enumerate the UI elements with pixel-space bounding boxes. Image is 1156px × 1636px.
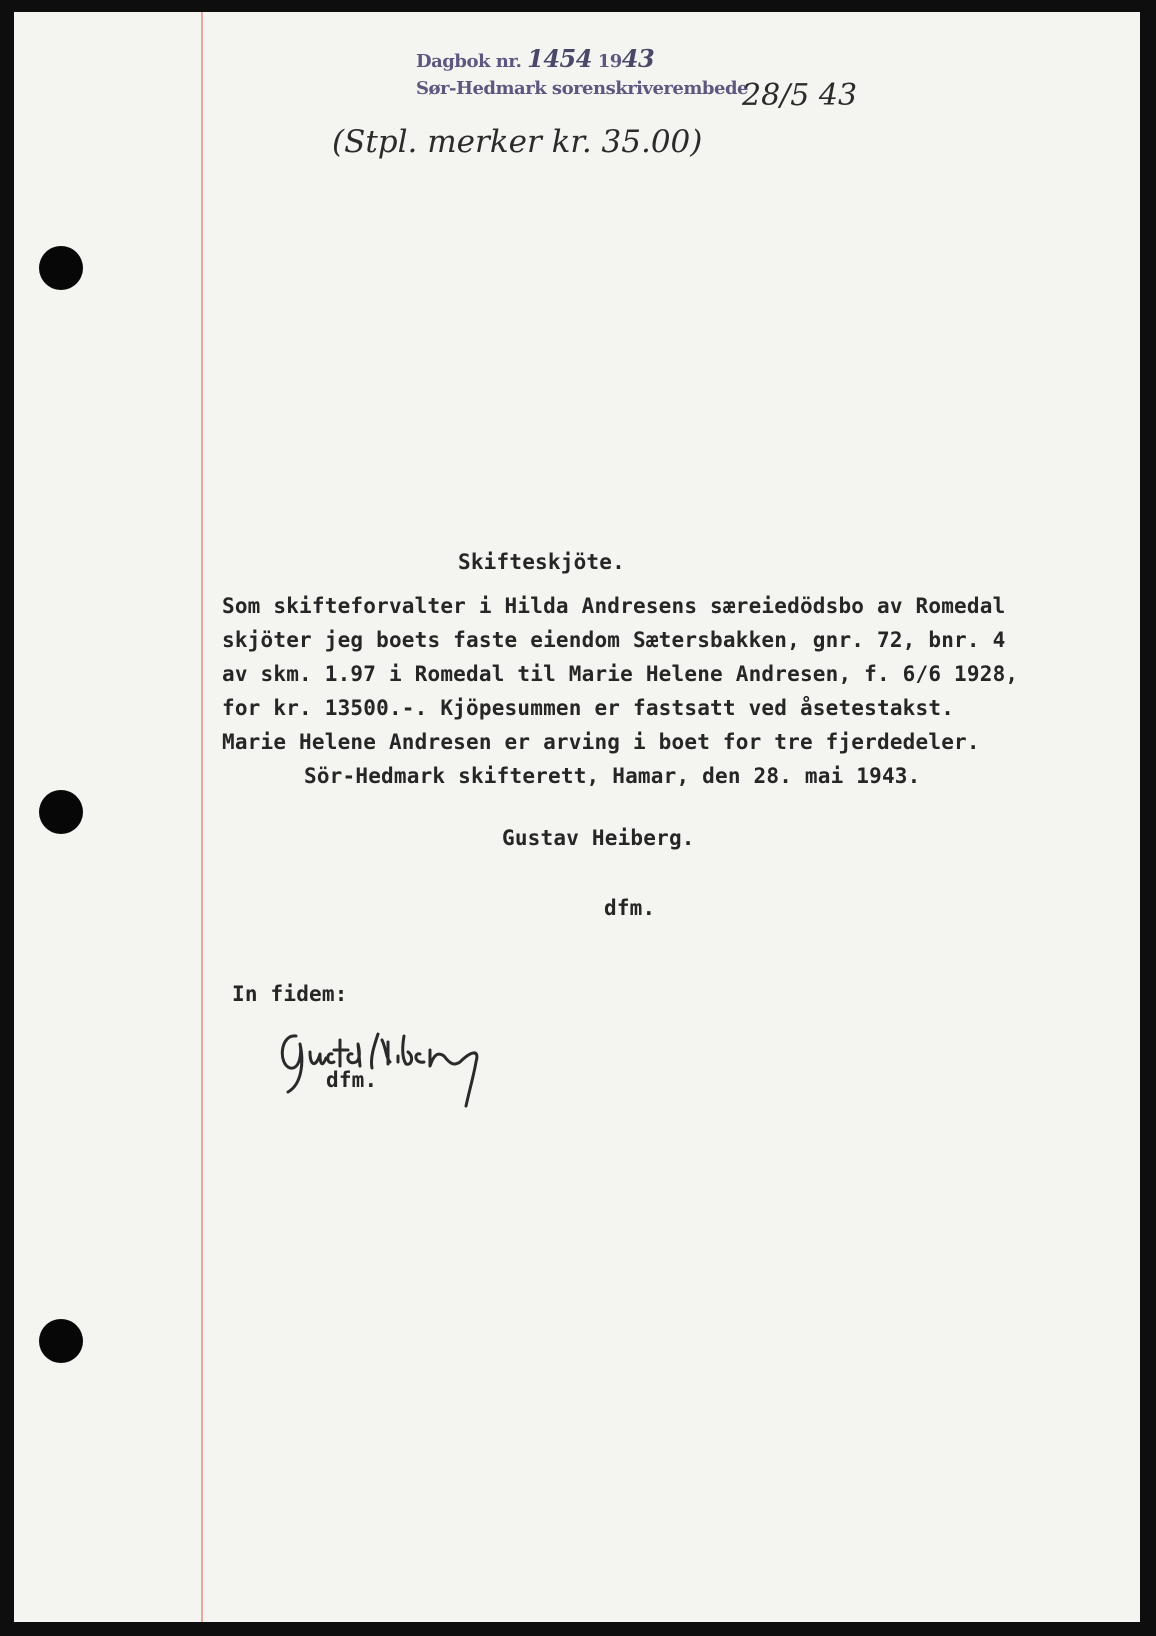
body-line: av skm. 1.97 i Romedal til Marie Helene Andresen, f. 6/6 1928, — [222, 662, 1019, 686]
handwritten-date: 28/5 43 — [742, 78, 858, 113]
punch-hole — [39, 246, 83, 290]
in-fidem-label: In fidem: — [232, 982, 348, 1006]
fidem-title: dfm. — [326, 1068, 378, 1092]
document-page — [14, 12, 1140, 1622]
dagbok-number: 1454 — [527, 44, 592, 73]
body-line: Marie Helene Andresen er arving i boet for tre fjerdedeler. — [222, 730, 980, 754]
body-line: Som skifteforvalter i Hilda Andresens særeiedödsbo av Romedal — [222, 594, 1006, 618]
dagbok-year-suffix: 43 — [621, 44, 655, 73]
handwritten-signature — [274, 1022, 494, 1112]
dagbok-year-prefix: 19 — [597, 51, 622, 72]
dagbok-label: Dagbok nr. — [416, 51, 522, 72]
dagbok-stamp — [416, 44, 654, 73]
office-stamp: Sør-Hedmark sorenskriverembede — [416, 78, 748, 99]
signer-name: Gustav Heiberg. — [502, 826, 695, 850]
signer-title: dfm. — [604, 896, 656, 920]
handwritten-stamp-note: (Stpl. merker kr. 35.00) — [332, 124, 703, 160]
body-line: for kr. 13500.-. Kjöpesummen er fastsatt ved åsetestakst. — [222, 696, 955, 720]
punch-hole — [39, 1319, 83, 1363]
document-title: Skifteskjöte. — [458, 550, 625, 574]
place-date-line: Sör-Hedmark skifterett, Hamar, den 28. mai 1943. — [304, 764, 921, 788]
body-line: skjöter jeg boets faste eiendom Sætersbakken, gnr. 72, bnr. 4 — [222, 628, 1006, 652]
punch-hole — [39, 790, 83, 834]
margin-rule — [201, 12, 203, 1622]
